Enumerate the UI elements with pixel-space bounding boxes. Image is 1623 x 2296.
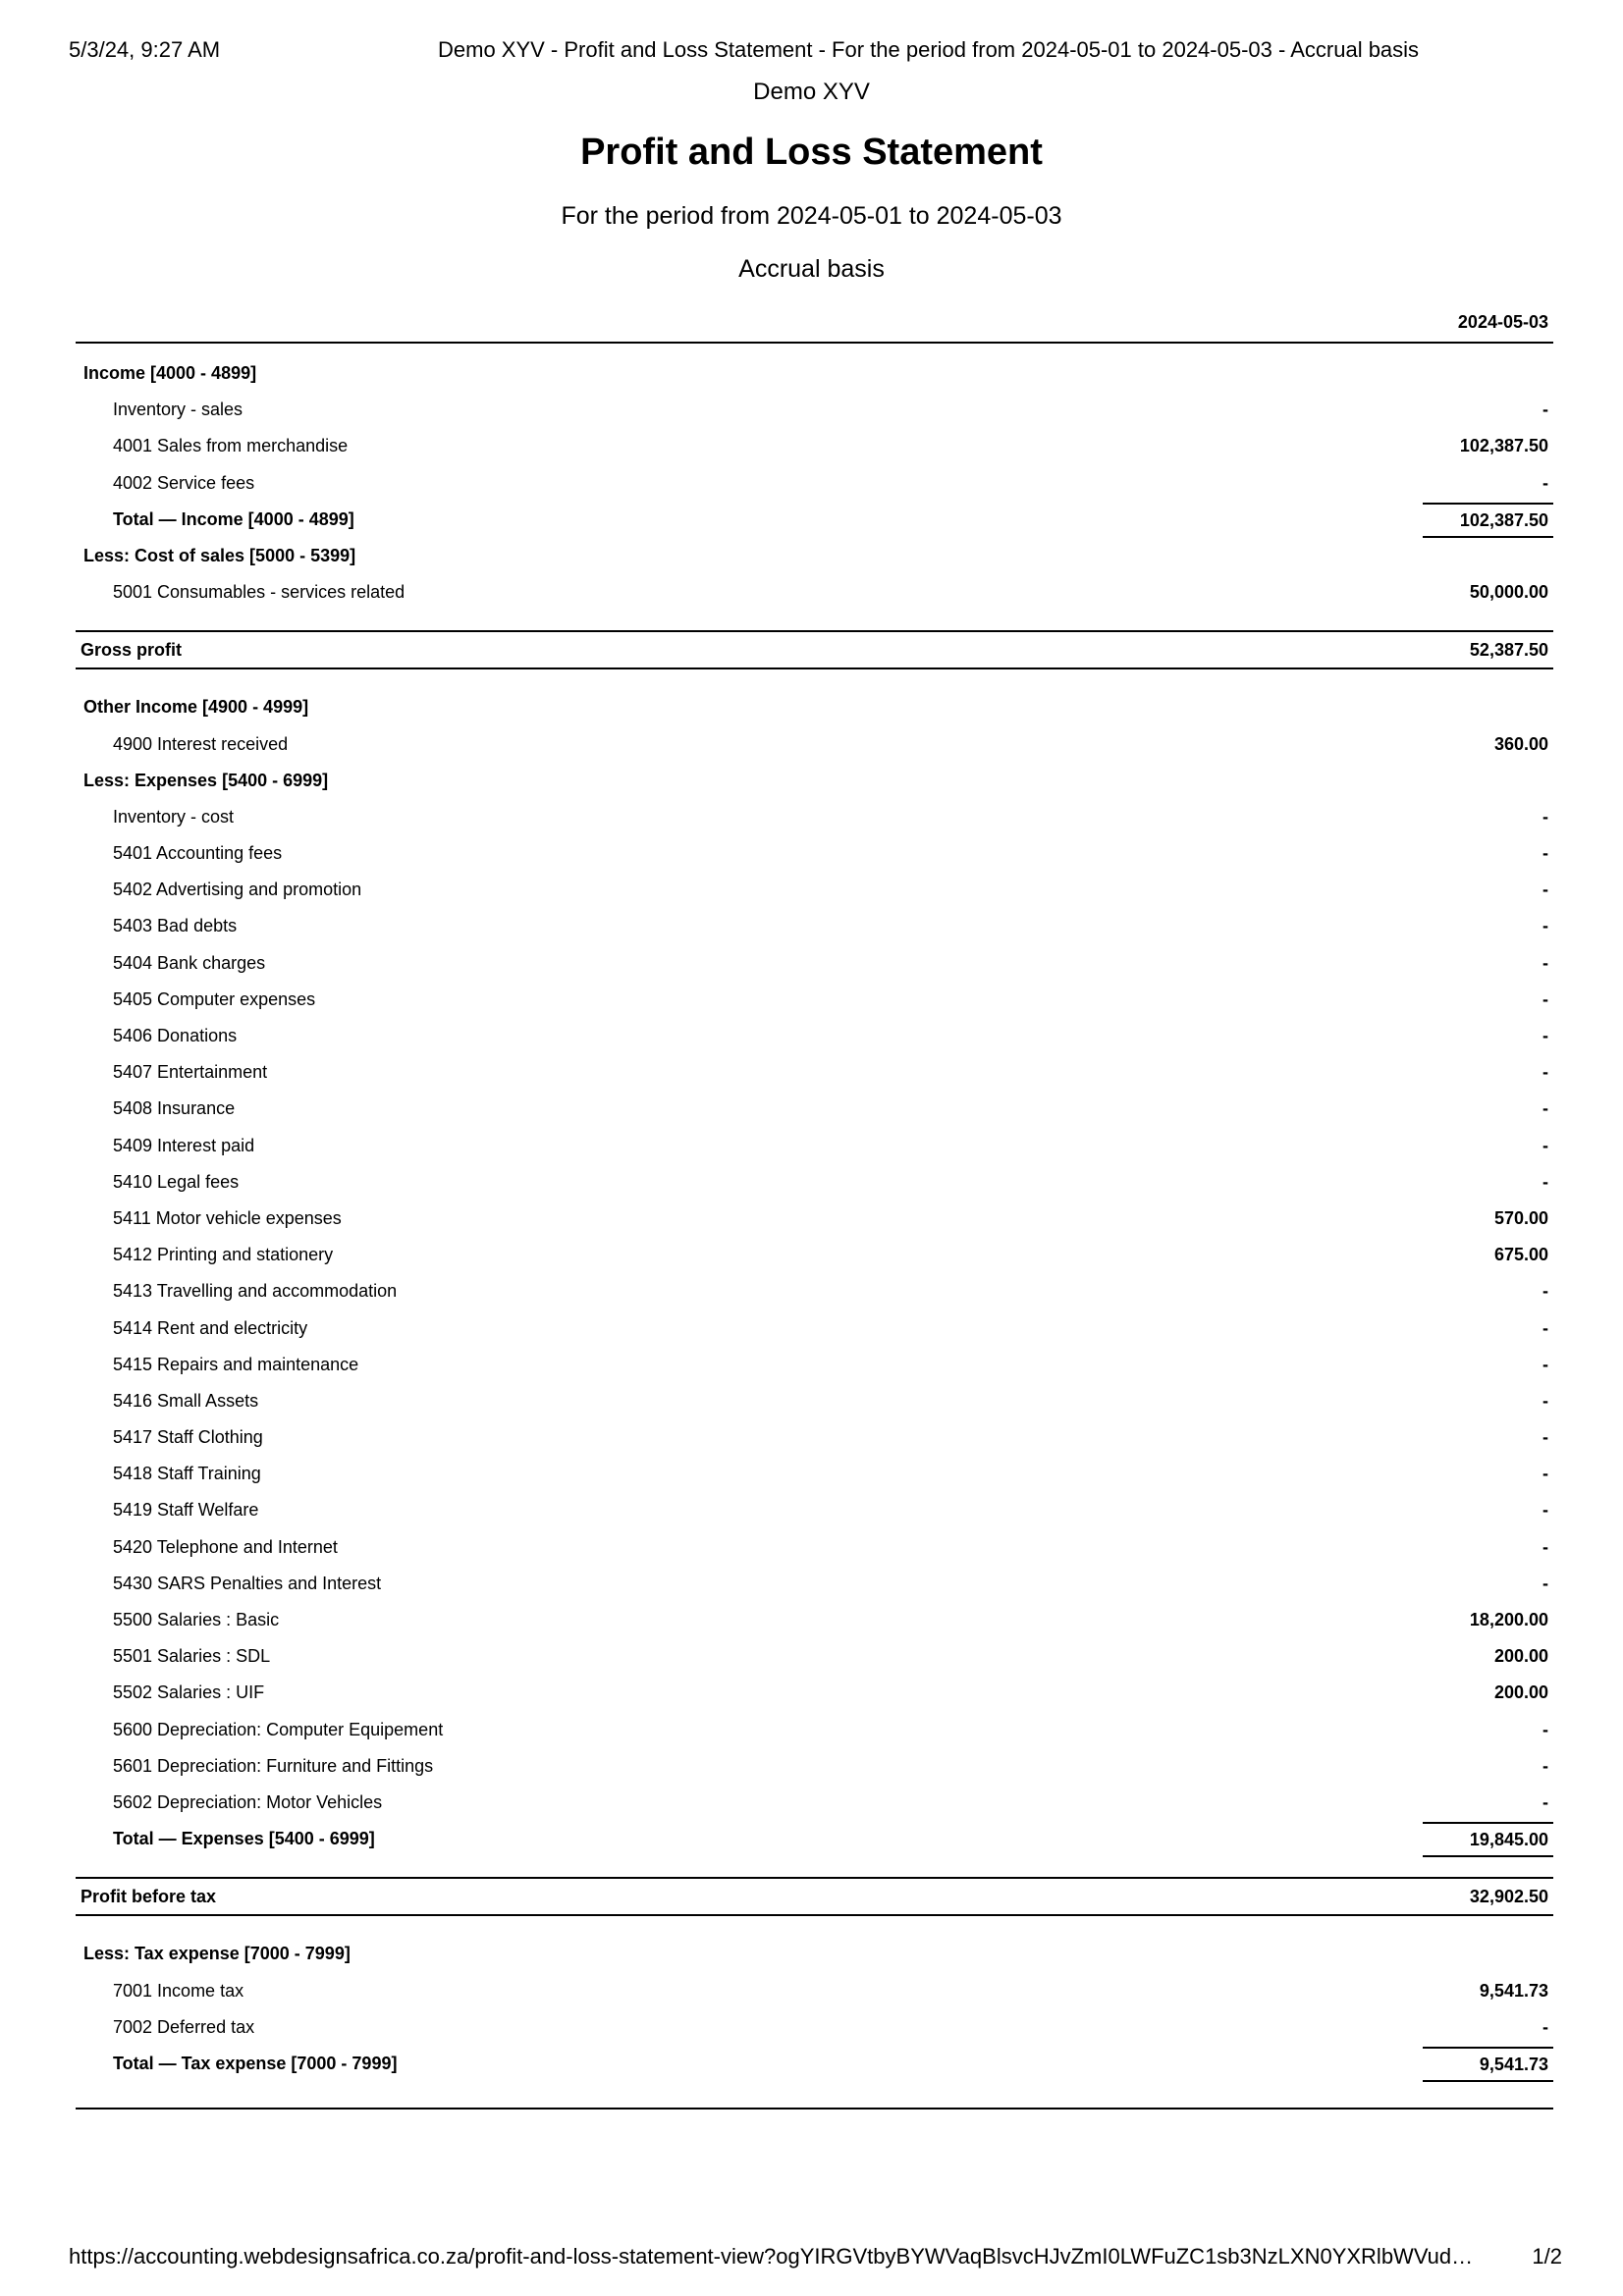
expense-rows	[76, 799, 1553, 1821]
line-item-row	[76, 1748, 1553, 1785]
line-item-value: -	[1542, 2016, 1548, 2037]
expenses-total-label: Total — Expenses [5400 - 6999]	[113, 1829, 375, 1849]
line-item-label: 5414 Rent and electricity	[113, 1317, 308, 1338]
line-item-label: 5404 Bank charges	[113, 952, 266, 973]
line-item-value: -	[1542, 1573, 1548, 1593]
section-heading: Less: Expenses [5400 - 6999]	[83, 770, 329, 790]
line-item-row	[76, 726, 1553, 763]
line-item-value: 102,387.50	[1459, 436, 1548, 456]
line-item-value: 9,541.73	[1479, 1980, 1548, 2001]
report-basis: Accrual basis	[738, 255, 885, 283]
line-item-row	[76, 1273, 1553, 1309]
line-item-value: -	[1542, 1317, 1548, 1338]
line-item-label: 5502 Salaries : UIF	[113, 1682, 265, 1703]
line-item-row	[76, 1201, 1553, 1237]
income-rows	[76, 392, 1553, 502]
line-item-row	[76, 1237, 1553, 1273]
profit-before-tax-label: Profit before tax	[81, 1887, 217, 1907]
gross-profit-label: Gross profit	[81, 640, 183, 661]
line-item-value: 675.00	[1493, 1245, 1548, 1265]
print-footer	[69, 2244, 1562, 2273]
expenses-total-value: 19,845.00	[1423, 1822, 1553, 1857]
section-heading-cost-of-sales	[76, 538, 1553, 574]
cost-of-sales-rows	[76, 574, 1553, 611]
line-item-value: 570.00	[1493, 1207, 1548, 1228]
company-name: Demo XYV	[753, 79, 870, 105]
other-income-rows	[76, 726, 1553, 763]
line-item-row	[76, 392, 1553, 428]
line-item-row	[76, 1675, 1553, 1711]
line-item-row	[76, 465, 1553, 502]
line-item-value: -	[1542, 1026, 1548, 1045]
line-item-label: 5409 Interest paid	[113, 1135, 255, 1155]
section-heading: Other Income [4900 - 4999]	[83, 697, 309, 718]
line-item-label: 5415 Repairs and maintenance	[113, 1354, 359, 1374]
report-table	[76, 306, 1553, 2109]
line-item-value: -	[1542, 806, 1548, 827]
line-item-row	[76, 1164, 1553, 1201]
line-item-value: 200.00	[1493, 1682, 1548, 1703]
line-item-label: 5419 Staff Welfare	[113, 1500, 259, 1521]
line-item-label: 5408 Insurance	[113, 1098, 236, 1119]
section-heading: Less: Cost of sales [5000 - 5399]	[83, 545, 356, 565]
line-item-value: -	[1542, 1062, 1548, 1083]
line-item-value: 18,200.00	[1469, 1610, 1548, 1629]
line-item-label: 5500 Salaries : Basic	[113, 1610, 280, 1629]
line-item-label: 5405 Computer expenses	[113, 988, 316, 1009]
print-url[interactable]: https://accounting.webdesignsafrica.co.za/profit-and-loss-statement-view?ogYIRGVtbyBYWVaqBlsvcHJvZmI0LWFuZC1sb3NzLXN0YXRlbWVud…	[69, 2244, 1474, 2269]
section-heading: Less: Tax expense [7000 - 7999]	[83, 1944, 351, 1964]
line-item-label: 4001 Sales from merchandise	[113, 436, 349, 456]
line-item-row	[76, 1018, 1553, 1054]
line-item-row	[76, 1128, 1553, 1164]
income-total-row	[76, 502, 1553, 538]
line-item-row	[76, 428, 1553, 464]
line-item-value: 50,000.00	[1469, 582, 1548, 603]
line-item-label: 4002 Service fees	[113, 472, 255, 493]
line-item-value: -	[1542, 1500, 1548, 1521]
line-item-value: -	[1542, 1719, 1548, 1739]
line-item-row	[76, 835, 1553, 872]
line-item-row	[76, 1419, 1553, 1456]
line-item-row	[76, 574, 1553, 611]
line-item-label: 5001 Consumables - services related	[113, 582, 406, 603]
line-item-value: -	[1542, 1755, 1548, 1776]
line-item-row	[76, 872, 1553, 908]
report-period: For the period from 2024-05-01 to 2024-05-03	[561, 202, 1062, 230]
line-item-row	[76, 1383, 1553, 1419]
report-title: Profit and Loss Statement	[580, 132, 1043, 173]
line-item-label: Inventory - sales	[113, 400, 243, 420]
line-item-label: 5407 Entertainment	[113, 1062, 268, 1083]
line-item-row	[76, 908, 1553, 944]
tax-total-row	[76, 2046, 1553, 2082]
line-item-label: 5410 Legal fees	[113, 1171, 240, 1192]
tax-total-value: 9,541.73	[1423, 2047, 1553, 2082]
income-total-label: Total — Income [4000 - 4899]	[113, 508, 354, 529]
line-item-label: 4900 Interest received	[113, 733, 289, 754]
line-item-row	[76, 945, 1553, 982]
print-header	[69, 37, 1554, 67]
column-header	[76, 306, 1553, 344]
line-item-value: 360.00	[1493, 733, 1548, 754]
line-item-value: -	[1542, 1354, 1548, 1374]
profit-before-tax-value: 32,902.50	[1469, 1887, 1548, 1907]
line-item-value: -	[1542, 916, 1548, 936]
report-end-rule	[76, 2108, 1553, 2109]
gross-profit-value: 52,387.50	[1469, 640, 1548, 661]
line-item-value: -	[1542, 988, 1548, 1009]
section-heading: Income [4000 - 4899]	[83, 363, 257, 383]
line-item-row	[76, 1602, 1553, 1638]
column-date: 2024-05-03	[1457, 312, 1548, 332]
section-heading-tax	[76, 1936, 1553, 1972]
income-total-value: 102,387.50	[1423, 503, 1553, 538]
line-item-label: 5416 Small Assets	[113, 1390, 259, 1411]
line-item-value: -	[1542, 472, 1548, 493]
line-item-row	[76, 982, 1553, 1018]
line-item-row	[76, 1492, 1553, 1528]
line-item-label: Inventory - cost	[113, 806, 235, 827]
line-item-value: -	[1542, 1171, 1548, 1192]
line-item-label: 5401 Accounting fees	[113, 843, 283, 864]
line-item-row	[76, 1566, 1553, 1602]
line-item-value: -	[1542, 1135, 1548, 1155]
tax-rows	[76, 1973, 1553, 2046]
line-item-value: -	[1542, 1427, 1548, 1448]
line-item-value: -	[1542, 880, 1548, 900]
line-item-row	[76, 1347, 1553, 1383]
line-item-label: 5417 Staff Clothing	[113, 1427, 263, 1448]
line-item-label: 5411 Motor vehicle expenses	[113, 1207, 342, 1228]
line-item-label: 5600 Depreciation: Computer Equipement	[113, 1719, 444, 1739]
line-item-label: 5501 Salaries : SDL	[113, 1646, 271, 1667]
line-item-label: 5402 Advertising and promotion	[113, 880, 362, 900]
line-item-row	[76, 1785, 1553, 1821]
line-item-value: -	[1542, 843, 1548, 864]
line-item-value: 200.00	[1493, 1646, 1548, 1667]
line-item-label: 5418 Staff Training	[113, 1464, 261, 1484]
print-timestamp: 5/3/24, 9:27 AM	[69, 37, 221, 62]
line-item-label: 5602 Depreciation: Motor Vehicles	[113, 1791, 383, 1812]
profit-before-tax-row	[76, 1877, 1553, 1916]
line-item-value: -	[1542, 1390, 1548, 1411]
section-heading-other-income	[76, 689, 1553, 725]
line-item-label: 5403 Bad debts	[113, 916, 238, 936]
line-item-value: -	[1542, 1464, 1548, 1484]
line-item-row	[76, 1712, 1553, 1748]
gross-profit-row	[76, 630, 1553, 669]
line-item-value: -	[1542, 1536, 1548, 1557]
tax-total-label: Total — Tax expense [7000 - 7999]	[113, 2053, 398, 2073]
line-item-label: 5420 Telephone and Internet	[113, 1536, 338, 1557]
line-item-label: 5430 SARS Penalties and Interest	[113, 1573, 382, 1593]
line-item-label: 5413 Travelling and accommodation	[113, 1281, 398, 1302]
line-item-row	[76, 1973, 1553, 2009]
print-title: Demo XYV - Profit and Loss Statement - For the period from 2024-05-01 to 2024-05-03 - Accrual basis	[438, 37, 1420, 62]
line-item-row	[76, 1091, 1553, 1127]
line-item-row	[76, 2009, 1553, 2046]
line-item-label: 5406 Donations	[113, 1026, 238, 1045]
line-item-label: 5412 Printing and stationery	[113, 1245, 334, 1265]
line-item-row	[76, 1456, 1553, 1492]
line-item-label: 7001 Income tax	[113, 1980, 244, 2001]
section-heading-income	[76, 355, 1553, 392]
line-item-label: 7002 Deferred tax	[113, 2016, 255, 2037]
line-item-value: -	[1542, 952, 1548, 973]
line-item-row	[76, 1054, 1553, 1091]
line-item-row	[76, 1310, 1553, 1347]
line-item-value: -	[1542, 1281, 1548, 1302]
line-item-value: -	[1542, 1791, 1548, 1812]
page-number: 1/2	[1532, 2244, 1562, 2269]
line-item-row	[76, 1529, 1553, 1566]
line-item-value: -	[1542, 400, 1548, 420]
line-item-label: 5601 Depreciation: Furniture and Fittings	[113, 1755, 434, 1776]
expenses-total-row	[76, 1821, 1553, 1857]
section-heading-expenses	[76, 763, 1553, 799]
line-item-value: -	[1542, 1098, 1548, 1119]
line-item-row	[76, 799, 1553, 835]
line-item-row	[76, 1638, 1553, 1675]
